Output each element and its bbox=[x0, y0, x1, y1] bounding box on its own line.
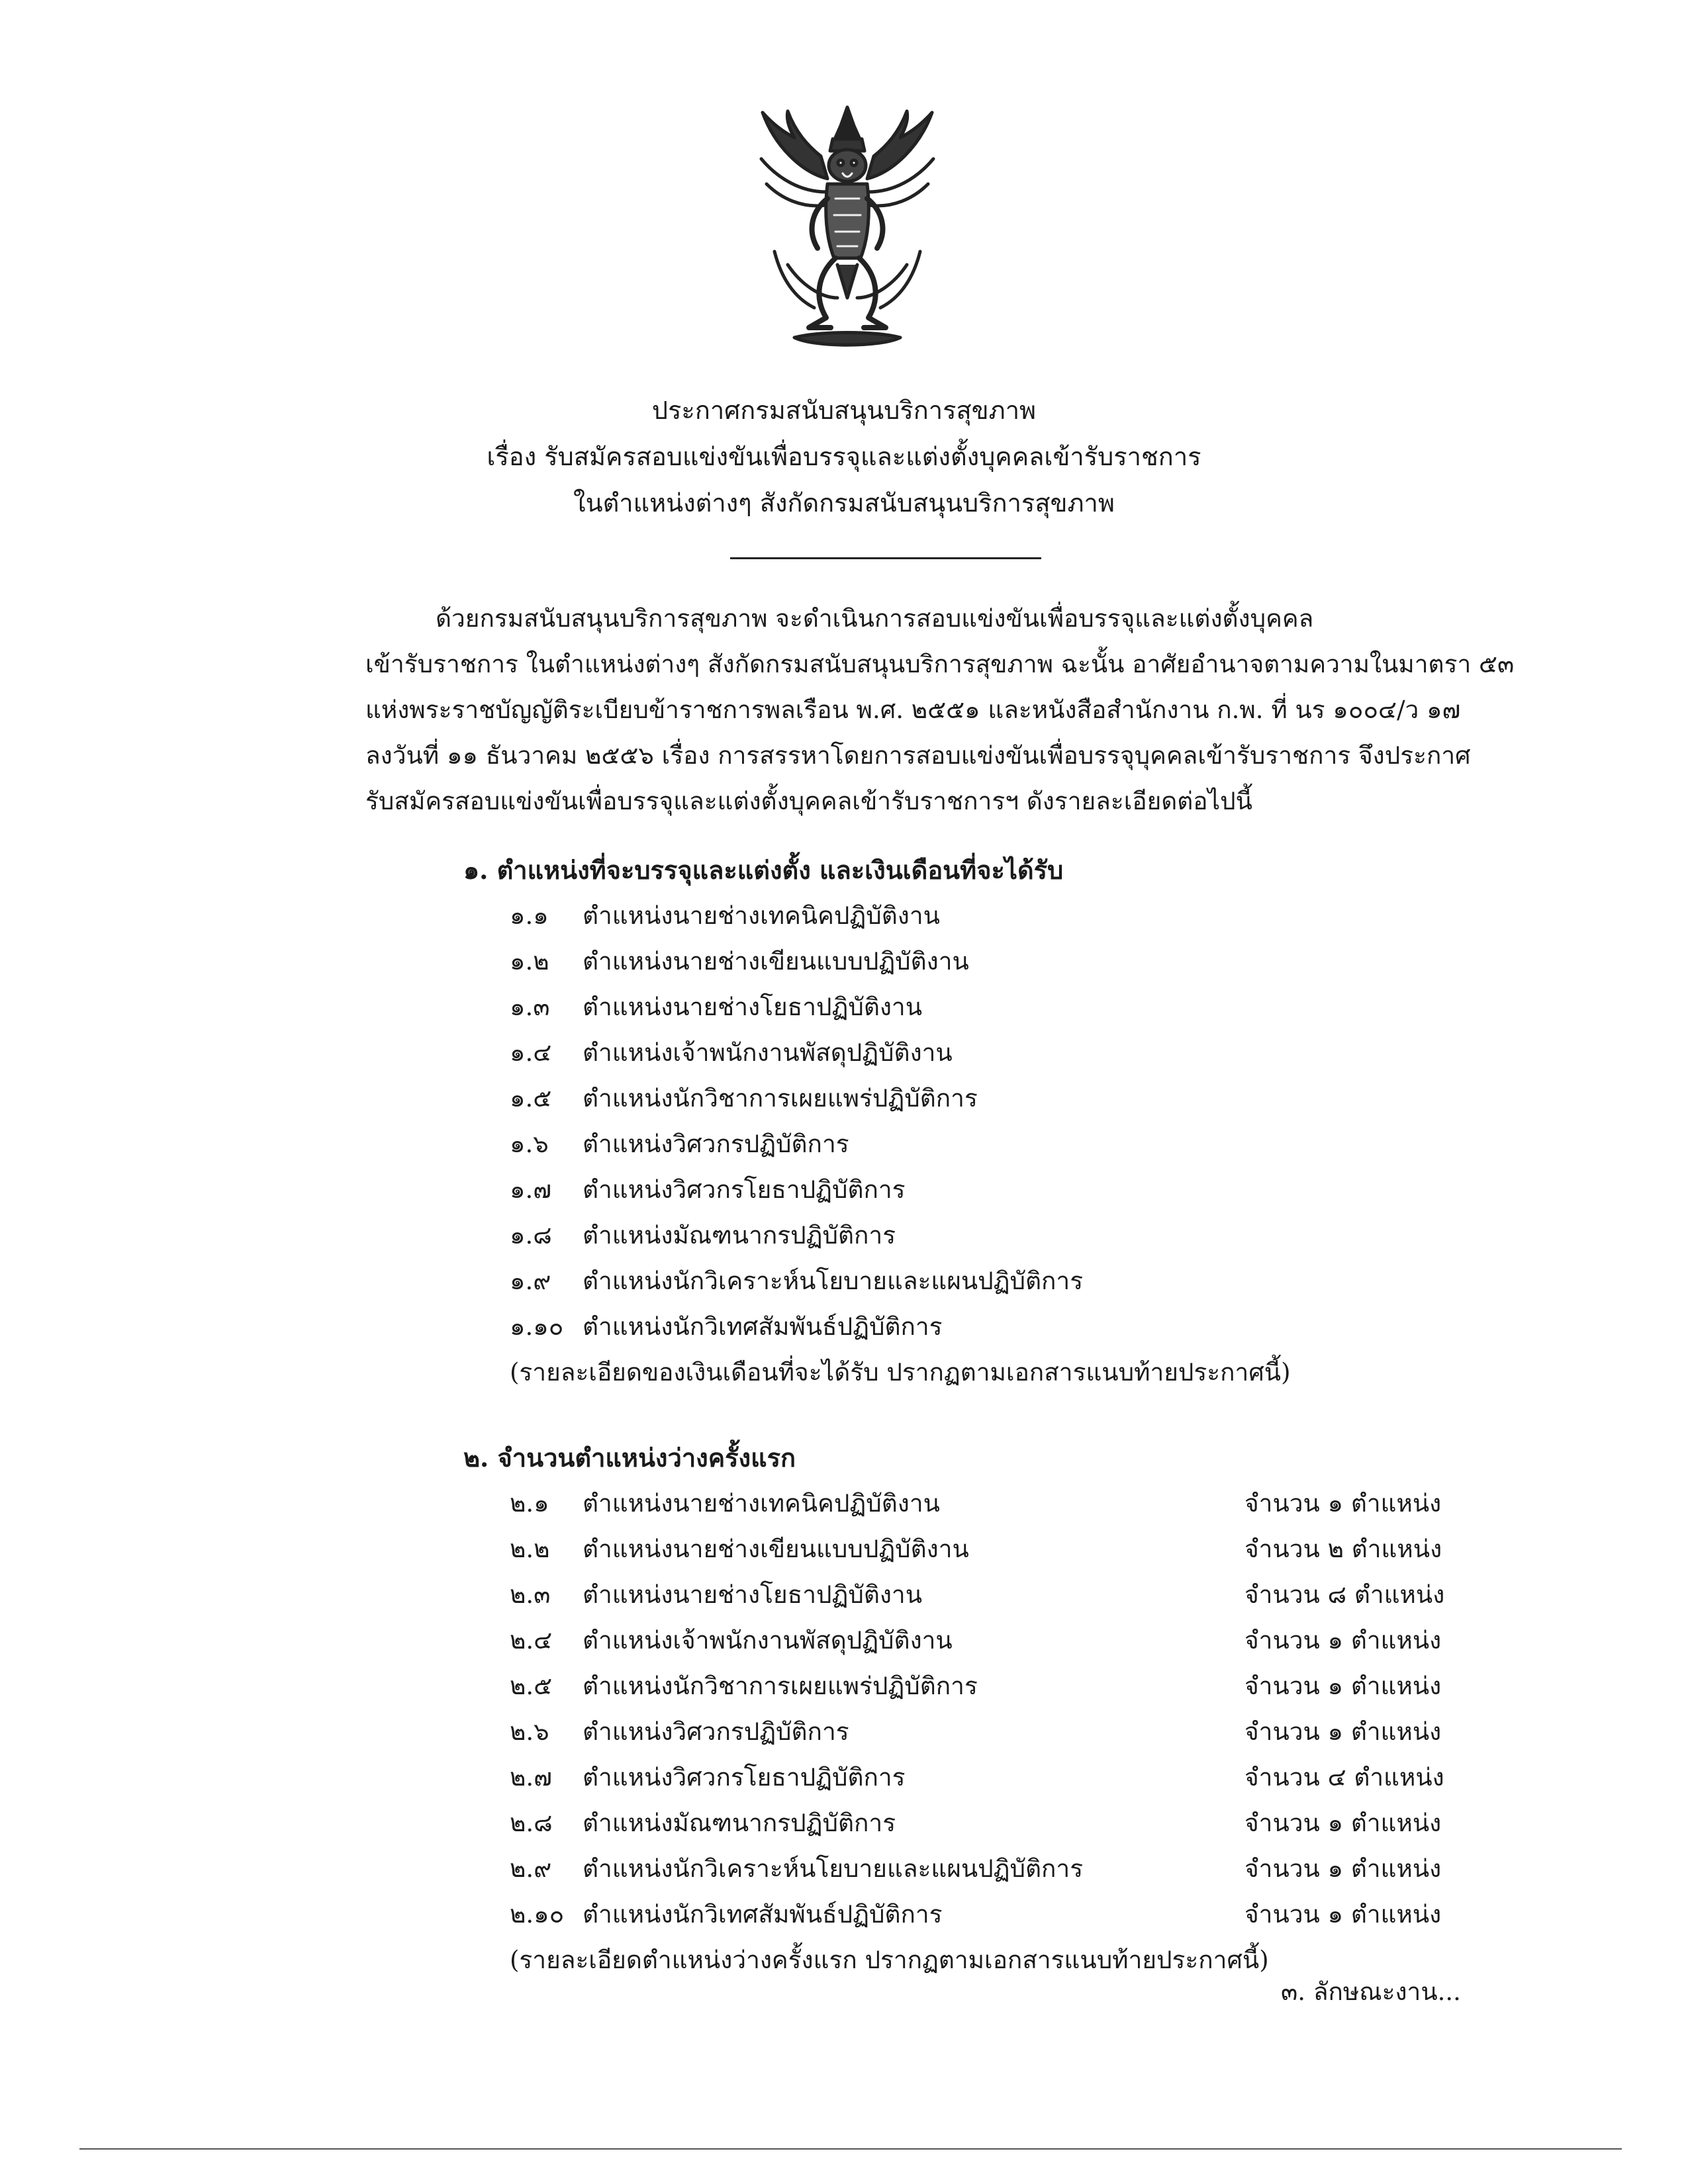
item-label: ตำแหน่งนายช่างเทคนิคปฏิบัติงาน bbox=[583, 1489, 940, 1518]
item-number: ๑.๔ bbox=[510, 1038, 552, 1067]
list-item bbox=[463, 938, 1470, 984]
item-number: ๑.๖ bbox=[510, 1130, 549, 1158]
title-line-1: ประกาศกรมสนับสนุนบริการสุขภาพ bbox=[651, 396, 1037, 425]
item-label: ตำแหน่งนายช่างเขียนแบบปฏิบัติงาน bbox=[583, 1535, 969, 1563]
item-number: ๑.๒ bbox=[510, 947, 549, 976]
intro-line: ลงวันที่ ๑๑ ธันวาคม ๒๕๕๖ เรื่อง การสรรหาโดยการสอบแข่งขันเพื่อบรรจุบุคคลเข้ารับราชการ จึงประกาศ bbox=[365, 741, 1471, 770]
list-item bbox=[463, 1075, 1470, 1121]
item-number: ๒.๘ bbox=[510, 1809, 553, 1837]
item-label: ตำแหน่งวิศวกรโยธาปฏิบัติการ bbox=[583, 1763, 906, 1792]
item-label: ตำแหน่งนักวิเคราะห์นโยบายและแผนปฏิบัติการ bbox=[583, 1854, 1084, 1883]
continuation-marker: ๓. ลักษณะงาน... bbox=[1281, 1978, 1461, 2006]
item-label: ตำแหน่งนักวิเทศสัมพันธ์ปฏิบัติการ bbox=[583, 1900, 943, 1929]
item-label: ตำแหน่งนักวิชาการเผยแพร่ปฏิบัติการ bbox=[583, 1084, 978, 1113]
item-label: ตำแหน่งมัณฑนากรปฏิบัติการ bbox=[583, 1809, 896, 1837]
item-count: จำนวน ๑ ตำแหน่ง bbox=[1244, 1626, 1442, 1655]
page-bottom-rule bbox=[79, 2148, 1622, 2150]
section-note: (รายละเอียดตำแหน่งว่างครั้งแรก ปรากฏตามเอกสารแนบท้ายประกาศนี้) bbox=[510, 1946, 1269, 1974]
list-item bbox=[463, 1304, 1470, 1349]
intro-paragraph bbox=[365, 596, 1515, 824]
list-item bbox=[463, 1572, 1470, 1617]
item-number: ๑.๕ bbox=[510, 1084, 552, 1113]
item-count: จำนวน ๑ ตำแหน่ง bbox=[1244, 1672, 1442, 1700]
item-number: ๒.๔ bbox=[510, 1626, 553, 1655]
section-vacancies bbox=[463, 1435, 1470, 1983]
item-number: ๑.๑ bbox=[510, 901, 549, 930]
list-item bbox=[463, 1030, 1470, 1075]
title-line-2: เรื่อง รับสมัครสอบแข่งขันเพื่อบรรจุและแต่งตั้งบุคคลเข้ารับราชการ bbox=[487, 442, 1201, 471]
item-label: ตำแหน่งนายช่างเทคนิคปฏิบัติงาน bbox=[583, 901, 940, 930]
item-number: ๑.๗ bbox=[510, 1175, 552, 1204]
list-item bbox=[463, 1212, 1470, 1258]
section-heading: ๒. จำนวนตำแหน่งว่างครั้งแรก bbox=[463, 1443, 796, 1473]
item-number: ๑.๑๐ bbox=[510, 1312, 564, 1341]
item-number: ๒.๒ bbox=[510, 1535, 550, 1563]
intro-line: เข้ารับราชการ ในตำแหน่งต่างๆ สังกัดกรมสนับสนุนบริการสุขภาพ ฉะนั้น อาศัยอำนาจตามความในมาตรา ๕๓ bbox=[365, 650, 1515, 678]
list-item bbox=[463, 1754, 1470, 1800]
section-note: (รายละเอียดของเงินเดือนที่จะได้รับ ปรากฏตามเอกสารแนบท้ายประกาศนี้) bbox=[510, 1358, 1291, 1387]
intro-line: รับสมัครสอบแข่งขันเพื่อบรรจุและแต่งตั้งบุคคลเข้ารับราชการฯ ดังรายละเอียดต่อไปนี้ bbox=[365, 787, 1252, 815]
item-count: จำนวน ๑ ตำแหน่ง bbox=[1244, 1809, 1442, 1837]
item-count: จำนวน ๔ ตำแหน่ง bbox=[1244, 1763, 1444, 1792]
garuda-emblem-icon bbox=[748, 99, 947, 357]
list-item bbox=[463, 1167, 1470, 1212]
item-number: ๑.๘ bbox=[510, 1221, 552, 1250]
section-heading: ๑. ตำแหน่งที่จะบรรจุและแต่งตั้ง และเงินเดือนที่จะได้รับ bbox=[463, 855, 1064, 885]
item-label: ตำแหน่งนายช่างโยธาปฏิบัติงาน bbox=[583, 1580, 922, 1609]
item-number: ๒.๓ bbox=[510, 1580, 551, 1609]
item-label: ตำแหน่งนักวิชาการเผยแพร่ปฏิบัติการ bbox=[583, 1672, 978, 1700]
item-count: จำนวน ๑ ตำแหน่ง bbox=[1244, 1489, 1442, 1518]
list-item bbox=[463, 1800, 1470, 1846]
list-item bbox=[463, 1846, 1470, 1891]
list-item bbox=[463, 1663, 1470, 1709]
item-label: ตำแหน่งวิศวกรโยธาปฏิบัติการ bbox=[583, 1175, 906, 1204]
item-count: จำนวน ๒ ตำแหน่ง bbox=[1244, 1535, 1442, 1563]
item-label: ตำแหน่งนายช่างเขียนแบบปฏิบัติงาน bbox=[583, 947, 969, 976]
item-number: ๒.๖ bbox=[510, 1717, 549, 1746]
announcement-title bbox=[0, 387, 1688, 526]
item-label: ตำแหน่งเจ้าพนักงานพัสดุปฏิบัติงาน bbox=[583, 1626, 953, 1655]
list-item bbox=[463, 893, 1470, 938]
item-count: จำนวน ๑ ตำแหน่ง bbox=[1244, 1717, 1442, 1746]
list-item bbox=[463, 1526, 1470, 1572]
item-label: ตำแหน่งนักวิเทศสัมพันธ์ปฏิบัติการ bbox=[583, 1312, 943, 1341]
list-item bbox=[463, 1121, 1470, 1167]
item-count: จำนวน ๑ ตำแหน่ง bbox=[1244, 1900, 1442, 1929]
section-positions bbox=[463, 847, 1470, 1395]
item-label: ตำแหน่งนายช่างโยธาปฏิบัติงาน bbox=[583, 993, 922, 1021]
item-number: ๒.๑ bbox=[510, 1489, 549, 1518]
item-label: ตำแหน่งวิศวกรปฏิบัติการ bbox=[583, 1130, 849, 1158]
list-item bbox=[463, 984, 1470, 1030]
item-label: ตำแหน่งวิศวกรปฏิบัติการ bbox=[583, 1717, 849, 1746]
list-item bbox=[463, 1709, 1470, 1754]
title-line-3: ในตำแหน่งต่างๆ สังกัดกรมสนับสนุนบริการสุขภาพ bbox=[573, 488, 1115, 518]
list-item bbox=[463, 1480, 1470, 1526]
list-item bbox=[463, 1617, 1470, 1663]
item-label: ตำแหน่งเจ้าพนักงานพัสดุปฏิบัติงาน bbox=[583, 1038, 953, 1067]
item-label: ตำแหน่งนักวิเคราะห์นโยบายและแผนปฏิบัติการ bbox=[583, 1267, 1084, 1295]
item-number: ๒.๙ bbox=[510, 1854, 552, 1883]
item-number: ๒.๑๐ bbox=[510, 1900, 565, 1929]
item-number: ๒.๗ bbox=[510, 1763, 552, 1792]
intro-line: ด้วยกรมสนับสนุนบริการสุขภาพ จะดำเนินการสอบแข่งขันเพื่อบรรจุและแต่งตั้งบุคคล bbox=[436, 604, 1314, 633]
item-count: จำนวน ๘ ตำแหน่ง bbox=[1244, 1580, 1445, 1609]
item-number: ๑.๙ bbox=[510, 1267, 551, 1295]
intro-line: แห่งพระราชบัญญัติระเบียบข้าราชการพลเรือน พ.ศ. ๒๕๕๑ และหนังสือสำนักงาน ก.พ. ที่ นร ๑๐๐๔/ว ๑๗ bbox=[365, 696, 1461, 724]
list-item bbox=[463, 1258, 1470, 1304]
list-item bbox=[463, 1891, 1470, 1937]
item-label: ตำแหน่งมัณฑนากรปฏิบัติการ bbox=[583, 1221, 896, 1250]
item-number: ๒.๕ bbox=[510, 1672, 553, 1700]
item-number: ๑.๓ bbox=[510, 993, 550, 1021]
title-divider bbox=[730, 557, 1041, 559]
item-count: จำนวน ๑ ตำแหน่ง bbox=[1244, 1854, 1442, 1883]
